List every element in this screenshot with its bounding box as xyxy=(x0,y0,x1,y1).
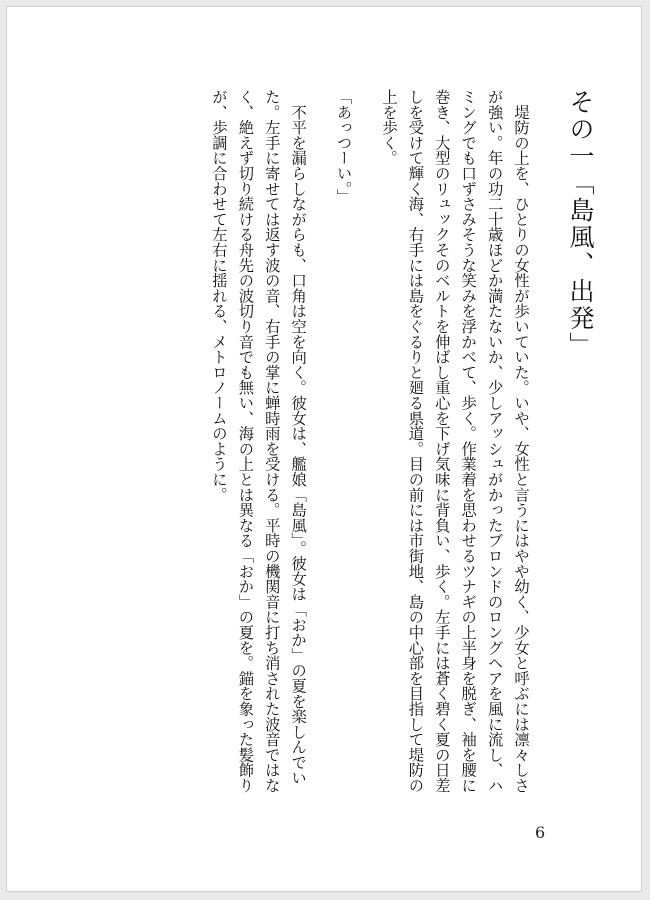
paragraph-dialogue: 「あっつーい。」 xyxy=(334,89,353,204)
chapter-title: その一「島風、出発」 xyxy=(566,89,595,359)
page-number: 6 xyxy=(535,823,546,842)
vertical-text-body xyxy=(147,89,597,801)
paragraph-1: 堤防の上を、ひとりの女性が歩いていた。いや、女性と言うにはやや幼く、少女と呼ぶには凛々しさが強い。年の功二十歳ほどか満たないか、少しアッシュがかったブロンドのロングヘアを風に流し、ハミングでも口ずさみそうな笑みを浮かべて、歩く。作業着を思わせるツナギの上半身を脱ぎ、袖を腰に巻き、大型のリュックそのベルトを伸ばし重心を下げ気味に背負い、歩く。左手には蒼く碧く夏の日差しを受けて輝く海、右手には島をぐるりと廻る県道。目の前には市街地、島の中心部を目指して堤防の上を歩く。 xyxy=(379,89,530,793)
paragraph-2: 不平を漏らしながらも、口角は空を向く。彼女は、艦娘「島風」。彼女は「おか」の夏を楽しんでいた。左手に寄せては返す波の音、右手の掌に蝉時雨を受ける。平時の機関音に打ち消された波音ではなく、絶えず切り続ける舟先の波切り音でも無い、海の上とは異なる「おか」の夏を。錨を象った髪飾りが、歩調に合わせて左右に揺れる、メトロノームのように。 xyxy=(209,89,308,793)
book-page xyxy=(6,6,642,892)
